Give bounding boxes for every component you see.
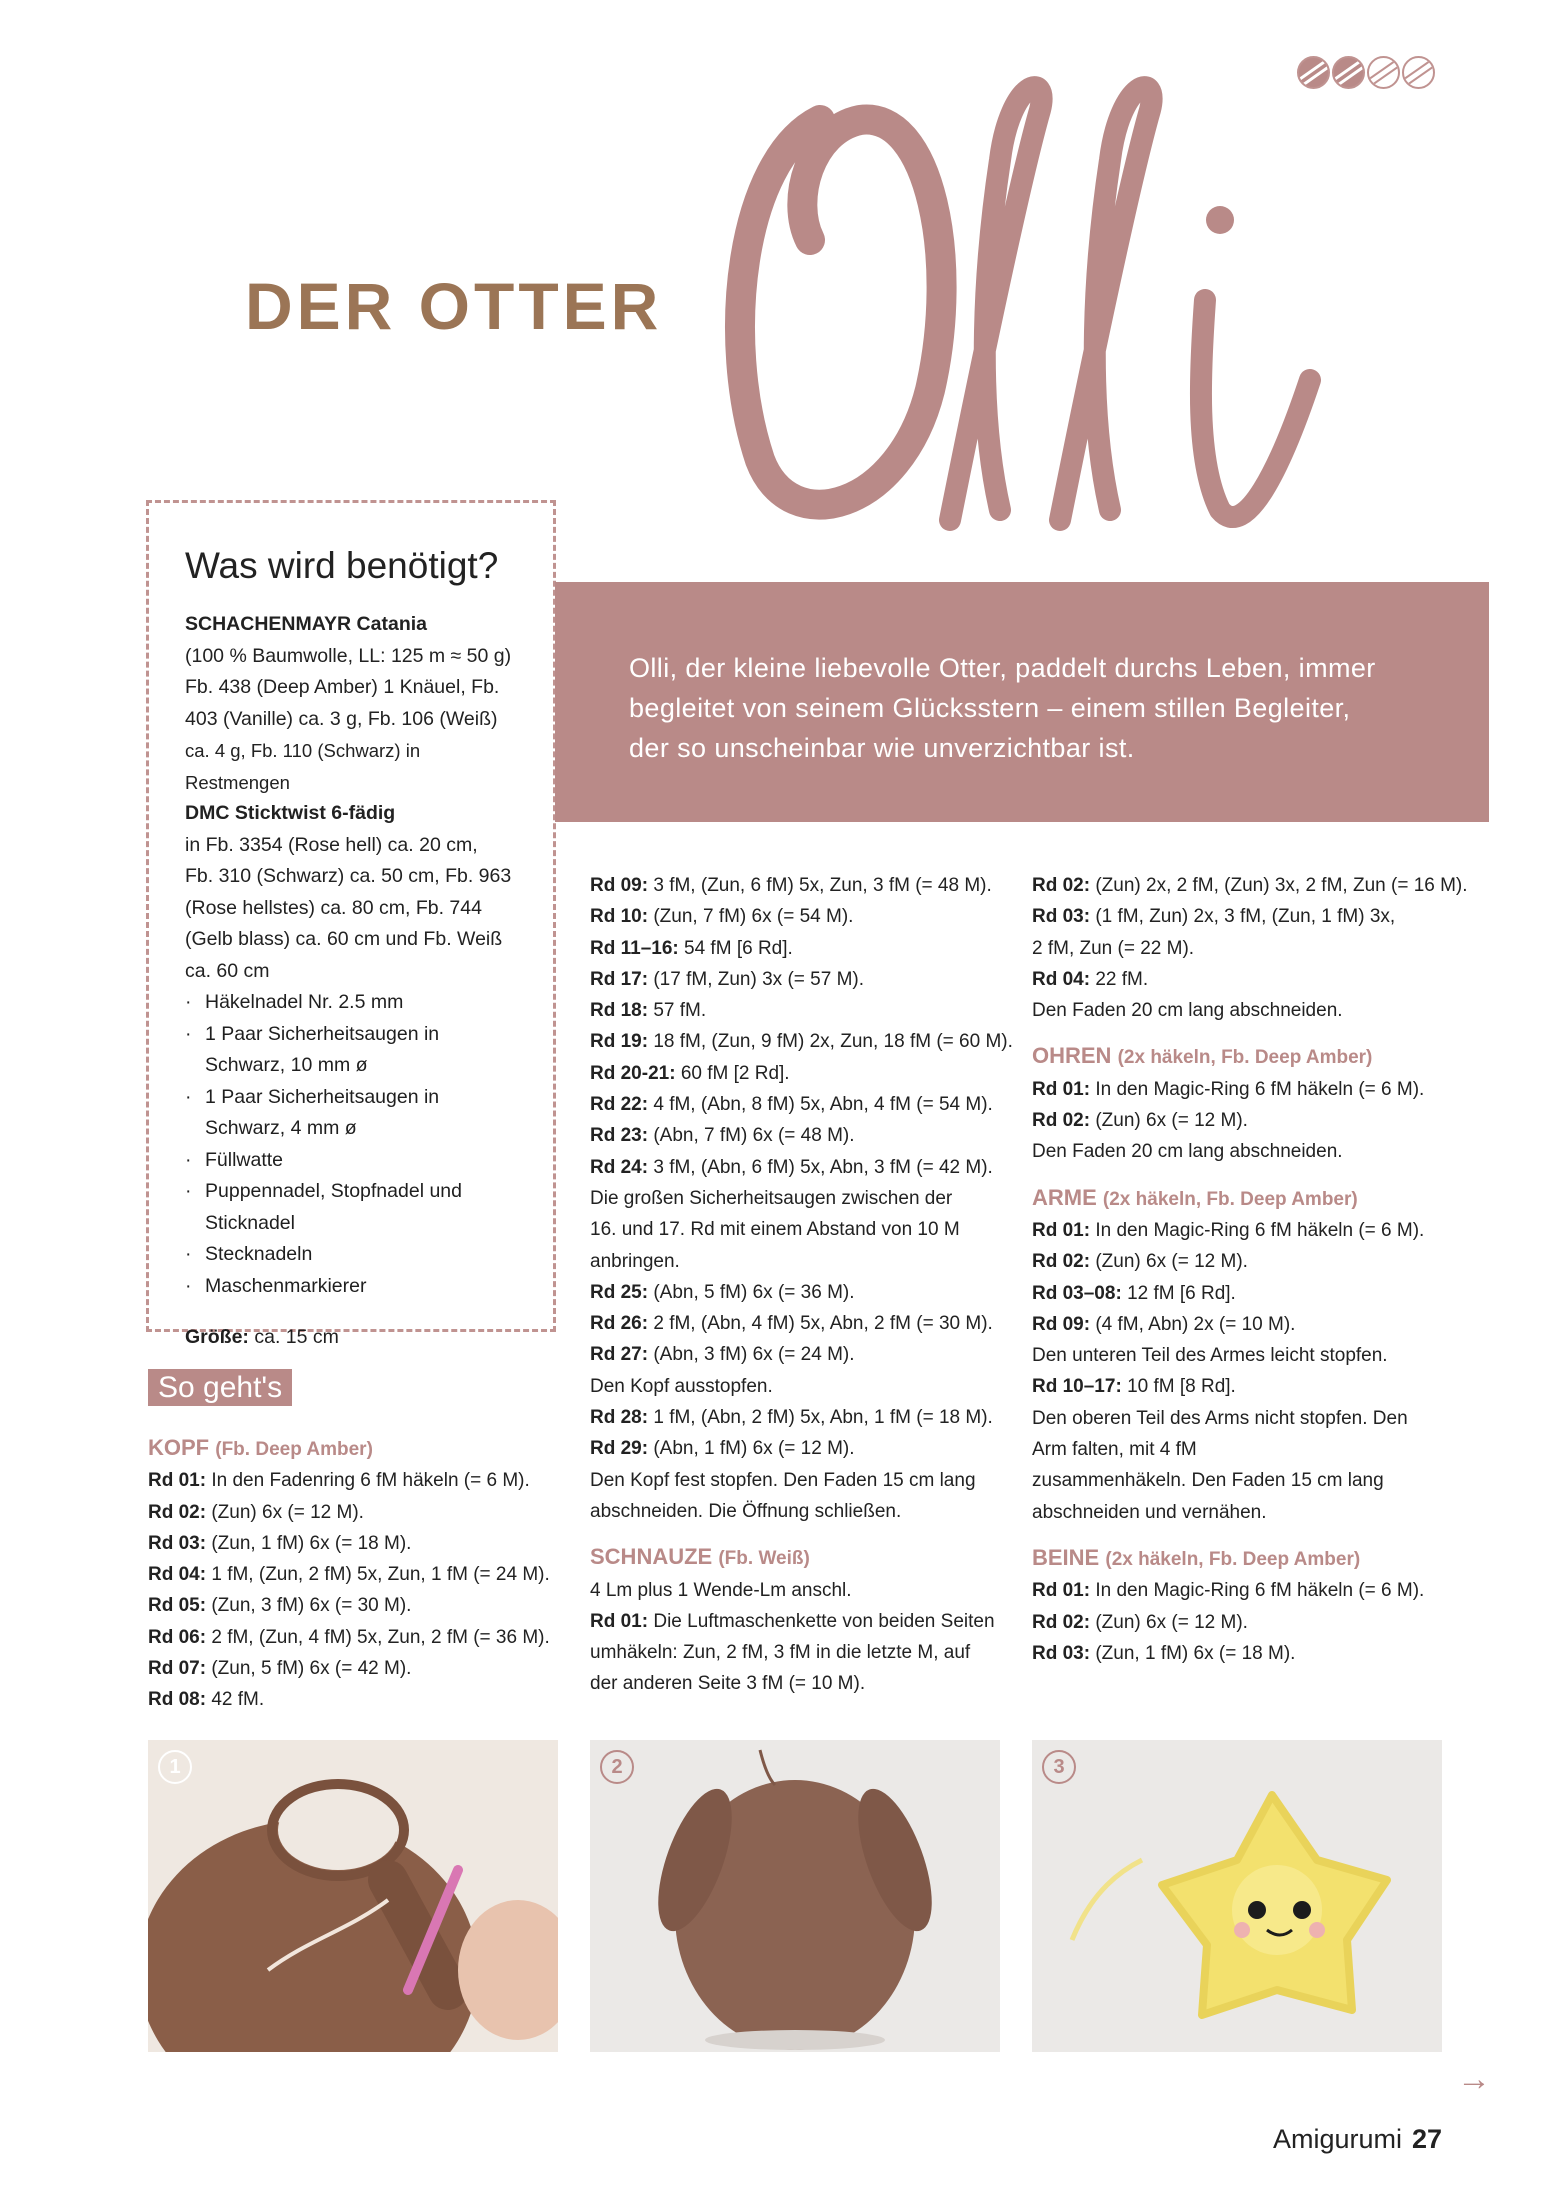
section-heading-kopf: KOPF (Fb. Deep Amber) (148, 1435, 373, 1460)
note-line: 4 Lm plus 1 Wende-Lm anschl. (590, 1579, 852, 1601)
size-info (185, 1326, 517, 1349)
intro-banner (555, 582, 1489, 822)
instructions-column-2 (590, 870, 1013, 1700)
howto-label: So geht's (148, 1369, 292, 1406)
list-item: · Puppennadel, Stopfnadel und Sticknadel (185, 1176, 517, 1239)
yarn-line: Fb. 310 (Schwarz) ca. 50 cm, Fb. 963 (185, 865, 512, 887)
yarn-line: Fb. 438 (Deep Amber) 1 Knäuel, Fb. (185, 676, 500, 698)
list-item: · 1 Paar Sicherheitsaugen in Schwarz, 4 mm ø (185, 1082, 517, 1145)
tools-list (185, 987, 517, 1302)
list-item: · Häkelnadel Nr. 2.5 mm (185, 987, 517, 1019)
crochet-body-image (590, 1740, 1000, 2052)
round-row: Rd 02: (Zun) 2x, 2 fM, (Zun) 3x, 2 fM, Zun (= 16 M). (1032, 875, 1468, 896)
round-row: Rd 27: (Abn, 3 fM) 6x (= 24 M). (590, 1344, 855, 1366)
note-line: Arm falten, mit 4 fM (1032, 1439, 1197, 1461)
round-row: Rd 01: In den Magic-Ring 6 fM häkeln (= 6 M). (1032, 1580, 1425, 1602)
round-row: Rd 19: 18 fM, (Zun, 9 fM) 2x, Zun, 18 fM (= 60 M). (590, 1031, 1013, 1053)
round-row: Rd 26: 2 fM, (Abn, 4 fM) 5x, Abn, 2 fM (= 30 M). (590, 1313, 993, 1335)
round-row: Rd 04: 22 fM. (1032, 968, 1149, 990)
note-line: abschneiden und vernähen. (1032, 1501, 1267, 1523)
list-item: · Maschenmarkierer (185, 1271, 517, 1303)
round-row: Rd 01: In den Fadenring 6 fM häkeln (= 6 M). (148, 1470, 530, 1492)
note-line: umhäkeln: Zun, 2 fM, 3 fM in die letzte M, auf (590, 1642, 971, 1664)
round-row: Rd 03: (Zun, 1 fM) 6x (= 18 M). (148, 1532, 412, 1554)
round-row: Rd 24: 3 fM, (Abn, 6 fM) 5x, Abn, 3 fM (= 42 M). (590, 1156, 993, 1178)
materials-box (146, 500, 556, 1348)
note-line: der anderen Seite 3 fM (= 10 M). (590, 1673, 866, 1695)
yarn-line: ca. 4 g, Fb. 110 (Schwarz) in Restmengen (185, 740, 421, 793)
yarn-line: (100 % Baumwolle, LL: 125 m ≈ 50 g) (185, 644, 512, 667)
round-row: Rd 22: 4 fM, (Abn, 8 fM) 5x, Abn, 4 fM (= 54 M). (590, 1094, 993, 1116)
round-row: Rd 01: Die Luftmaschenkette von beiden Seiten (590, 1610, 995, 1632)
page-footer (1273, 2124, 1442, 2155)
round-row: Rd 20-21: 60 fM [2 Rd]. (590, 1062, 790, 1084)
list-item: · 1 Paar Sicherheitsaugen in Schwarz, 10 mm ø (185, 1019, 517, 1082)
yarn-ball-icon (1402, 56, 1435, 89)
round-row: Rd 07: (Zun, 5 fM) 6x (= 42 M). (148, 1658, 412, 1680)
yarn-brand: DMC Sticktwist 6-fädig (185, 802, 396, 824)
round-row: Rd 10–17: 10 fM [8 Rd]. (1032, 1376, 1236, 1398)
round-row: Rd 09: 3 fM, (Zun, 6 fM) 5x, Zun, 3 fM (= 48 M). (590, 875, 992, 896)
note-line: zusammenhäkeln. Den Faden 15 cm lang (1032, 1470, 1384, 1492)
round-row: Rd 02: (Zun) 6x (= 12 M). (1032, 1611, 1248, 1633)
yarn-line: in Fb. 3354 (Rose hell) ca. 20 cm, (185, 833, 478, 856)
yarn-line: ca. 60 cm (185, 959, 270, 982)
next-page-arrow-icon: → (1457, 2060, 1491, 2098)
yarn-line: (Gelb blass) ca. 60 cm und Fb. Weiß (185, 928, 503, 950)
round-row: Rd 03: (Zun, 1 fM) 6x (= 18 M). (1032, 1642, 1296, 1664)
step-photo-3 (1032, 1740, 1442, 2052)
round-row: Rd 03: (1 fM, Zun) 2x, 3 fM, (Zun, 1 fM) 3x, (1032, 906, 1396, 928)
round-row: Rd 02: (Zun) 6x (= 12 M). (148, 1501, 364, 1523)
page-title-script (700, 40, 1340, 540)
intro-line: Olli, der kleine liebevolle Otter, paddelt durchs Leben, immer (629, 653, 1376, 683)
step-photo-2 (590, 1740, 1000, 2052)
round-row: Rd 28: 1 fM, (Abn, 2 fM) 5x, Abn, 1 fM (= 18 M). (590, 1407, 993, 1429)
materials-text (185, 609, 517, 987)
list-item: · Stecknadeln (185, 1239, 517, 1271)
round-row: Rd 17: (17 fM, Zun) 3x (= 57 M). (590, 968, 865, 990)
note-line: Den Kopf ausstopfen. (590, 1375, 773, 1397)
note-line: 2 fM, Zun (= 22 M). (1032, 937, 1195, 959)
round-row: Rd 18: 57 fM. (590, 1000, 707, 1022)
step-number-badge: 2 (600, 1750, 634, 1784)
round-row: Rd 04: 1 fM, (Zun, 2 fM) 5x, Zun, 1 fM (= 24 M). (148, 1564, 550, 1586)
step-number-badge: 1 (158, 1750, 192, 1784)
round-row: Rd 09: (4 fM, Abn) 2x (= 10 M). (1032, 1313, 1296, 1335)
yarn-line: 403 (Vanille) ca. 3 g, Fb. 106 (Weiß) (185, 707, 498, 730)
round-row: Rd 01: In den Magic-Ring 6 fM häkeln (= 6 M). (1032, 1078, 1425, 1100)
note-line: Den Faden 20 cm lang abschneiden. (1032, 1000, 1343, 1022)
instructions-column-1 (148, 1432, 550, 1716)
yarn-brand: SCHACHENMAYR Catania (185, 613, 427, 635)
page-number: 27 (1412, 2124, 1443, 2154)
crochet-star-image (1032, 1740, 1442, 2052)
note-line: Den unteren Teil des Armes leicht stopfen. (1032, 1345, 1388, 1367)
crochet-head-image (148, 1740, 558, 2052)
note-line: Die großen Sicherheitsaugen zwischen der (590, 1187, 953, 1209)
yarn-line: (Rose hellstes) ca. 80 cm, Fb. 744 (185, 896, 482, 919)
round-row: Rd 03–08: 12 fM [6 Rd]. (1032, 1282, 1236, 1304)
list-item: · Füllwatte (185, 1145, 517, 1177)
round-row: Rd 08: 42 fM. (148, 1689, 265, 1711)
page-subtitle: DER OTTER (245, 269, 663, 343)
section-heading-ohren: OHREN (2x häkeln, Fb. Deep Amber) (1032, 1043, 1373, 1069)
round-row: Rd 02: (Zun) 6x (= 12 M). (1032, 1110, 1248, 1132)
note-line: Den Faden 20 cm lang abschneiden. (1032, 1141, 1343, 1163)
section-heading-arme: ARME (2x häkeln, Fb. Deep Amber) (1032, 1184, 1358, 1210)
round-row: Rd 06: 2 fM, (Zun, 4 fM) 5x, Zun, 2 fM (= 36 M). (148, 1626, 550, 1648)
round-row: Rd 11–16: 54 fM [6 Rd]. (590, 937, 793, 959)
note-line: Den oberen Teil des Arms nicht stopfen. Den (1032, 1407, 1408, 1429)
intro-line: begleitet von seinem Glücksstern – einem stillen Begleiter, (629, 693, 1351, 723)
round-row: Rd 25: (Abn, 5 fM) 6x (= 36 M). (590, 1281, 855, 1303)
round-row: Rd 10: (Zun, 7 fM) 6x (= 54 M). (590, 906, 854, 928)
yarn-ball-icon (1367, 56, 1400, 89)
intro-line: der so unscheinbar wie unverzichtbar ist. (629, 733, 1135, 763)
size-label: Größe: (185, 1326, 249, 1348)
step-number-badge: 3 (1042, 1750, 1076, 1784)
round-row: Rd 01: In den Magic-Ring 6 fM häkeln (= 6 M). (1032, 1219, 1425, 1241)
magazine-name: Amigurumi (1273, 2124, 1403, 2154)
round-row: Rd 05: (Zun, 3 fM) 6x (= 30 M). (148, 1595, 412, 1617)
note-line: anbringen. (590, 1250, 680, 1272)
round-row: Rd 29: (Abn, 1 fM) 6x (= 12 M). (590, 1438, 855, 1460)
step-photo-1 (148, 1740, 558, 2052)
note-line: Den Kopf fest stopfen. Den Faden 15 cm lang (590, 1469, 976, 1491)
round-row: Rd 23: (Abn, 7 fM) 6x (= 48 M). (590, 1125, 855, 1147)
instructions-column-3 (1032, 870, 1468, 1669)
note-line: 16. und 17. Rd mit einem Abstand von 10 M (590, 1219, 960, 1241)
round-row: Rd 02: (Zun) 6x (= 12 M). (1032, 1251, 1248, 1273)
size-value: ca. 15 cm (254, 1326, 339, 1348)
section-heading-beine: BEINE (2x häkeln, Fb. Deep Amber) (1032, 1544, 1361, 1570)
materials-heading: Was wird benötigt? (185, 545, 499, 586)
section-heading-schnauze: SCHNAUZE (Fb. Weiß) (590, 1544, 810, 1570)
note-line: abschneiden. Die Öffnung schließen. (590, 1500, 902, 1522)
